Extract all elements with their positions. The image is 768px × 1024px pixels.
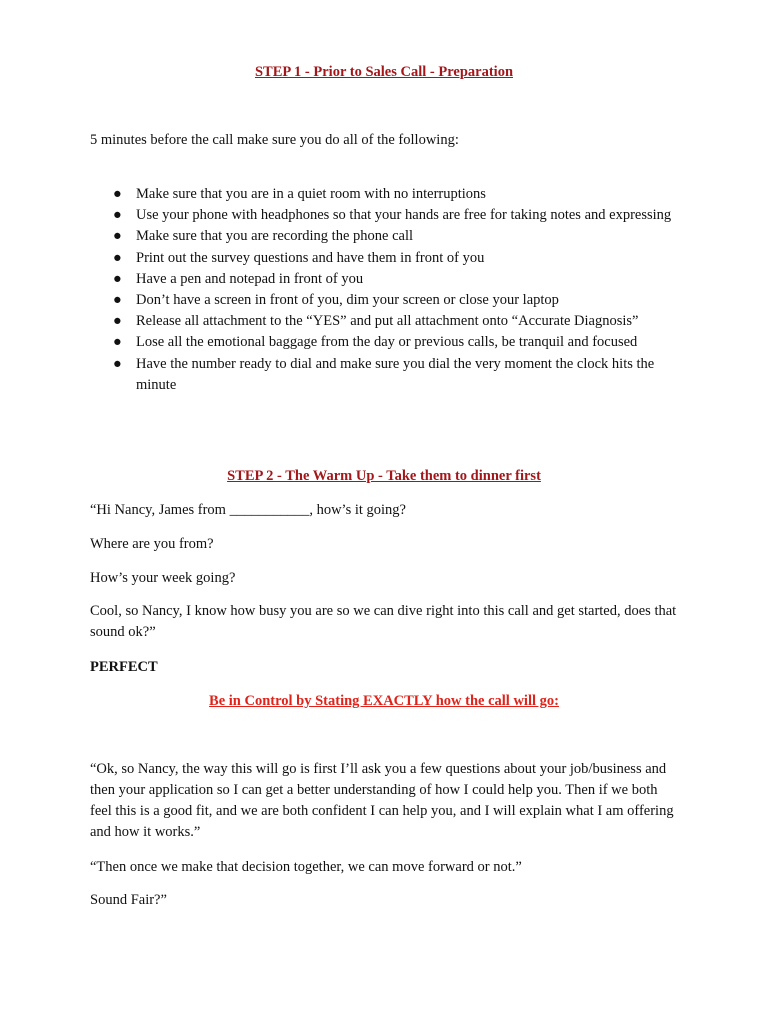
list-item: ● Don’t have a screen in front of you, dim your screen or close your laptop bbox=[90, 290, 690, 311]
list-item: ● Release all attachment to the “YES” and put all attachment onto “Accurate Diagnosis” bbox=[90, 311, 690, 332]
bullet-icon: ● bbox=[113, 228, 122, 245]
step1-heading: STEP 1 - Prior to Sales Call - Preparation bbox=[254, 64, 514, 80]
step1-checklist bbox=[90, 184, 690, 396]
closing-line: Sound Fair?” bbox=[90, 892, 167, 908]
question-line: Where are you from? bbox=[90, 536, 214, 552]
bullet-icon: ● bbox=[113, 270, 122, 287]
bullet-icon: ● bbox=[113, 334, 122, 351]
step1-intro: 5 minutes before the call make sure you do all of the following: bbox=[90, 132, 459, 148]
list-item: ● Have the number ready to dial and make sure you dial the very moment the clock hits the minute bbox=[113, 355, 655, 393]
control-paragraph: “Ok, so Nancy, the way this will go is first I’ll ask you a few questions about your job/business and then your application so I can get a better understanding of how I could help you. Then if we both feel this is a good fit, and we are both confident I can help you, and I will explain what I am offering and how it works.” bbox=[90, 761, 674, 840]
step2-heading: STEP 2 - The Warm Up - Take them to dinner first bbox=[227, 468, 541, 484]
bullet-icon: ● bbox=[113, 292, 122, 309]
question-line: How’s your week going? bbox=[90, 570, 236, 586]
list-item: ● Have a pen and notepad in front of you bbox=[90, 269, 690, 290]
list-item: ● Make sure that you are recording the phone call bbox=[90, 226, 690, 247]
list-item: ● Print out the survey questions and have them in front of you bbox=[90, 248, 690, 269]
bullet-icon: ● bbox=[113, 313, 122, 330]
list-item: ● Lose all the emotional baggage from the day or previous calls, be tranquil and focused bbox=[90, 332, 690, 353]
control-heading: Be in Control by Stating EXACTLY how the call will go: bbox=[209, 693, 559, 709]
transition-line: Cool, so Nancy, I know how busy you are so we can dive right into this call and get started, does that sound ok?” bbox=[90, 603, 677, 640]
greeting-line: “Hi Nancy, James from ___________, how’s it going? bbox=[90, 502, 406, 518]
bullet-icon: ● bbox=[113, 186, 122, 202]
decision-line: “Then once we make that decision together, we can move forward or not.” bbox=[90, 859, 522, 875]
perfect-label: PERFECT bbox=[90, 659, 158, 675]
bullet-icon: ● bbox=[113, 355, 122, 372]
list-item: ● Make sure that you are in a quiet room with no interruptions bbox=[90, 184, 690, 205]
list-item: ● Use your phone with headphones so that your hands are free for taking notes and expressing bbox=[90, 205, 690, 226]
bullet-icon: ● bbox=[113, 207, 122, 224]
bullet-icon: ● bbox=[113, 249, 122, 266]
